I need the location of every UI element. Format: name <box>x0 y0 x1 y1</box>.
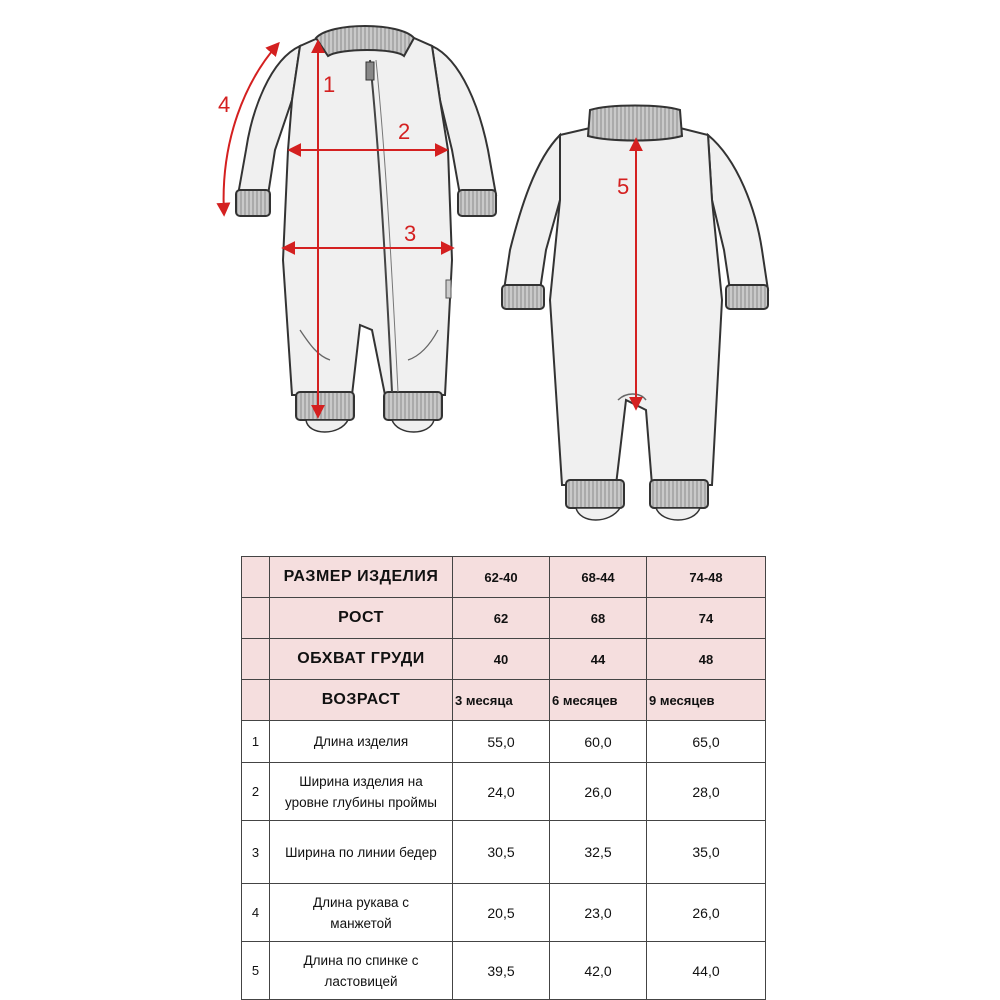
row-label: Ширина изделия на уровне глубины проймы <box>270 763 453 821</box>
front-left-foot <box>306 420 348 432</box>
row-value: 28,0 <box>647 763 766 821</box>
header-value: 74-48 <box>647 557 766 598</box>
row-index: 4 <box>242 884 270 942</box>
header-value: 9 месяцев <box>647 680 766 721</box>
header-row-height <box>242 598 766 639</box>
table-row <box>242 821 766 884</box>
back-left-sleeve <box>504 135 560 290</box>
row-value: 35,0 <box>647 821 766 884</box>
front-view-jumpsuit <box>236 26 496 432</box>
header-value: 40 <box>453 639 550 680</box>
row-label: Длина рукава с манжетой <box>270 884 453 942</box>
measure-label-1: 1 <box>323 72 336 97</box>
row-value: 26,0 <box>550 763 647 821</box>
row-label: Длина по спинке с ластовицей <box>270 942 453 1000</box>
header-label: ВОЗРАСТ <box>270 680 453 721</box>
back-right-cuff <box>726 285 768 309</box>
header-value: 68-44 <box>550 557 647 598</box>
row-index: 5 <box>242 942 270 1000</box>
measure-label-2: 2 <box>398 119 411 144</box>
header-value: 74 <box>647 598 766 639</box>
measure-label-4: 4 <box>218 92 231 117</box>
row-value: 26,0 <box>647 884 766 942</box>
header-index-cell <box>242 680 270 721</box>
header-value: 3 месяца <box>453 680 550 721</box>
header-label: РАЗМЕР ИЗДЕЛИЯ <box>270 557 453 598</box>
header-row-chest <box>242 639 766 680</box>
row-value: 39,5 <box>453 942 550 1000</box>
row-value: 20,5 <box>453 884 550 942</box>
table-row <box>242 763 766 821</box>
back-right-leg-cuff <box>650 480 708 508</box>
row-value: 65,0 <box>647 721 766 763</box>
row-label: Ширина по линии бедер <box>270 821 453 884</box>
back-left-leg-cuff <box>566 480 624 508</box>
header-index-cell <box>242 639 270 680</box>
size-table <box>241 556 766 1000</box>
row-index: 1 <box>242 721 270 763</box>
measure-label-5: 5 <box>617 174 630 199</box>
row-value: 55,0 <box>453 721 550 763</box>
row-value: 42,0 <box>550 942 647 1000</box>
header-value: 44 <box>550 639 647 680</box>
header-value: 62-40 <box>453 557 550 598</box>
header-index-cell <box>242 598 270 639</box>
header-value: 48 <box>647 639 766 680</box>
header-value: 6 месяцев <box>550 680 647 721</box>
row-value: 32,5 <box>550 821 647 884</box>
front-left-leg-cuff <box>296 392 354 420</box>
header-value: 62 <box>453 598 550 639</box>
row-label: Длина изделия <box>270 721 453 763</box>
header-label: РОСТ <box>270 598 453 639</box>
back-collar <box>588 106 682 141</box>
row-index: 3 <box>242 821 270 884</box>
front-right-cuff <box>458 190 496 216</box>
measure-label-3: 3 <box>404 221 417 246</box>
row-value: 23,0 <box>550 884 647 942</box>
back-left-cuff <box>502 285 544 309</box>
front-left-cuff <box>236 190 270 216</box>
front-right-foot <box>392 420 434 432</box>
header-index-cell <box>242 557 270 598</box>
header-label: ОБХВАТ ГРУДИ <box>270 639 453 680</box>
table-row <box>242 884 766 942</box>
row-value: 24,0 <box>453 763 550 821</box>
header-value: 68 <box>550 598 647 639</box>
zipper-pull <box>366 62 374 80</box>
row-value: 60,0 <box>550 721 647 763</box>
row-value: 44,0 <box>647 942 766 1000</box>
row-value: 30,5 <box>453 821 550 884</box>
row-index: 2 <box>242 763 270 821</box>
side-tag <box>446 280 451 298</box>
front-right-leg-cuff <box>384 392 442 420</box>
header-row-size <box>242 557 766 598</box>
header-row-age <box>242 680 766 721</box>
table-row <box>242 721 766 763</box>
table-row <box>242 942 766 1000</box>
